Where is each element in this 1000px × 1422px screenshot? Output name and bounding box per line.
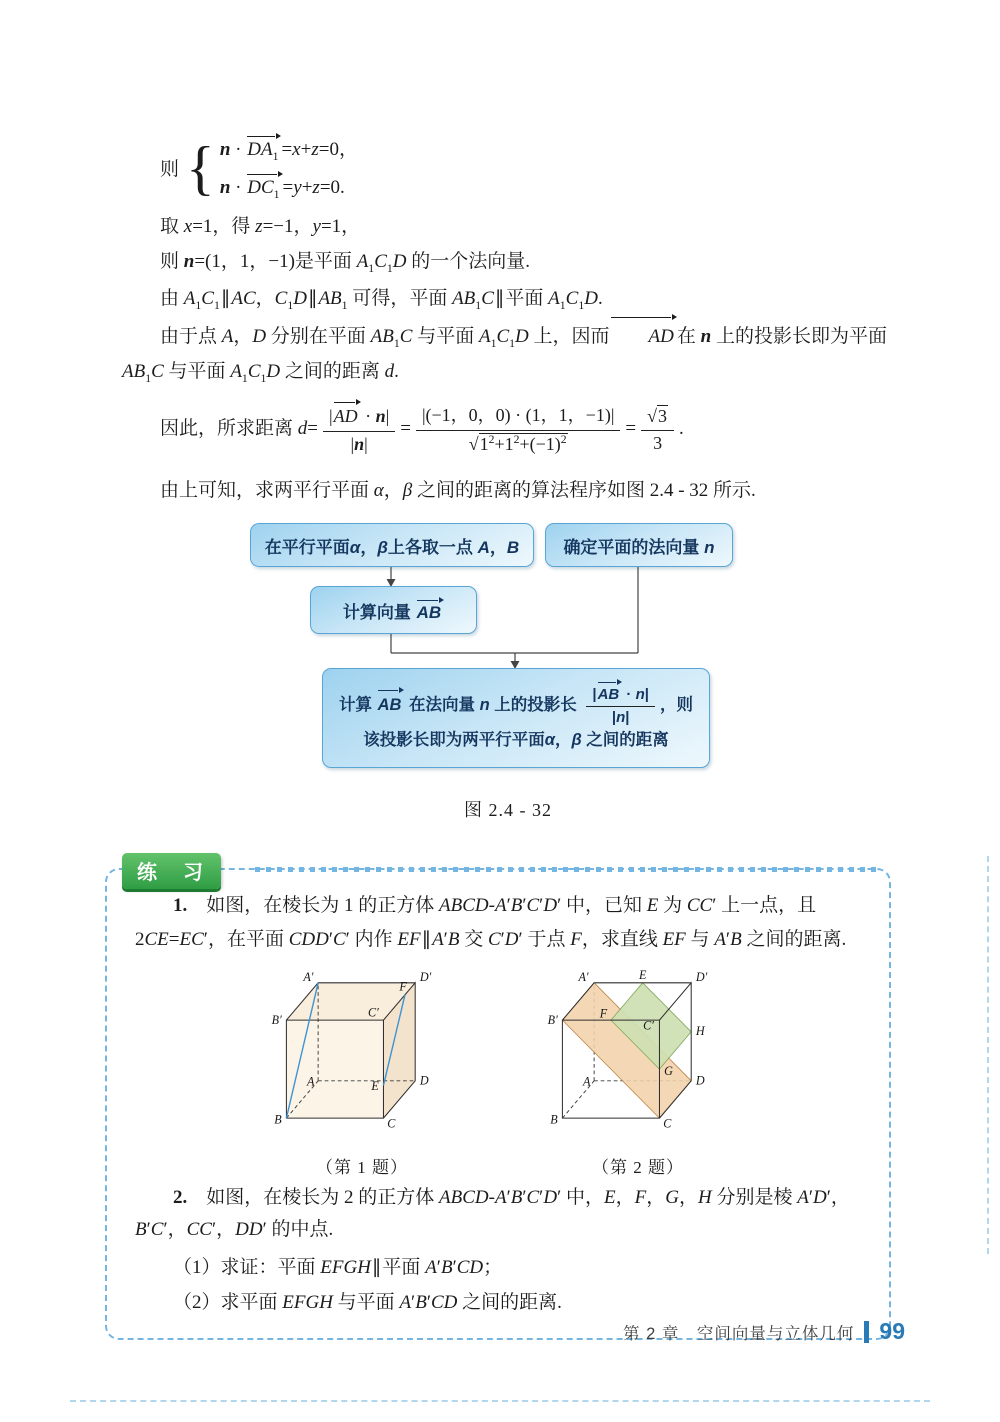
flowchart-box-projection-text: 计算 AB 在法向量 n 上的投影长 $\frac{|AB \cdot n|}{|n|}$ ，则 该投影长即为两平行平面α，β 之间的距离 <box>339 683 693 754</box>
problem-2-text: 2. 如图，在棱长为 2 的正方体 ABCD-A′B′C′D′ 中，E，F，G，H 分别是棱 A′D′，B′C′，CC′，DD′ 的中点. <box>135 1186 850 1241</box>
flowchart-box-pick-points-text: 在平行平面α，β上各取一点 A，B <box>264 537 520 557</box>
vertex-label-d-prime: D′ <box>695 970 708 985</box>
vertex-label-b-prime: B′ <box>271 1013 282 1028</box>
figure-problem-2 <box>540 966 736 1177</box>
page-number: 99 <box>879 1318 905 1344</box>
conclusion-line: 由上可知，求两平行平面 α，β 之间的距离的算法程序如图 2.4 - 32 所示. <box>160 480 756 502</box>
page-edge-decoration-bottom <box>70 1400 930 1402</box>
problem-2-part-1: （1）求证：平面 EFGH∥平面 A′B′CD； <box>173 1256 503 1279</box>
vertex-label-d-prime: D′ <box>419 970 432 985</box>
page-edge-decoration-right <box>987 856 989 1254</box>
distance-formula: 因此，所求距离 d= $\frac{|AD \cdot n|}{|n|}$ = $\frac{|(-1,0,0) \cdot (1,1,-1)|}{√1^2+1^2+(-1)^2}$ = $\frac{√3}{3}$ . <box>160 405 684 454</box>
equation-system <box>160 128 894 208</box>
figure-1-caption: （第 1 题） <box>316 1157 408 1177</box>
exercise-section <box>105 862 891 1340</box>
vertex-label-c-prime: C′ <box>643 1018 654 1033</box>
system-prefix: 则 <box>160 159 180 181</box>
vertex-label-a: A <box>306 1074 315 1089</box>
projection-explanation: 由于点 A，D 分别在平面 $AB_1C$ 与平面 $A_1C_1D$ 上，因而 AD 在 n 上的投影长即为平面 $AB_1C$ 与平面 $A_1C_1D$ 之间的距离 d. <box>122 319 894 390</box>
vertex-label-b: B <box>550 1113 558 1128</box>
system-equations <box>220 128 358 208</box>
vertex-label-b-prime: B′ <box>547 1013 558 1028</box>
dotted-trail-decoration <box>255 867 877 872</box>
vertex-label-d: D <box>695 1073 705 1088</box>
cube-diagram-problem-1 <box>264 966 460 1143</box>
equation-line-1: $n \cdot DA_1 =x+z=0$， <box>219 139 358 163</box>
cube1-front-face <box>286 1021 383 1119</box>
parallel-planes-line: 由 $A_1C_1\parallel AC$，$C_1D\parallel AB_1$ 可得，平面 $AB_1C\parallel$平面 $A_1C_1D$. <box>160 287 603 312</box>
take-values-line: 取 x=1，得 z=−1，y=1， <box>160 215 361 237</box>
page-footer <box>623 1318 905 1345</box>
flowchart-box-compute-ab <box>310 586 477 634</box>
problem-2-part-2: （2）求平面 EFGH 与平面 A′B′CD 之间的距离. <box>173 1292 562 1314</box>
flowchart-caption: 图 2.4 - 32 <box>464 800 552 821</box>
vertex-label-f: F <box>399 979 407 994</box>
vertex-label-a-prime: A′ <box>303 970 314 985</box>
figure-2-caption: （第 2 题） <box>592 1157 684 1177</box>
normal-vector-line: 则 n=(1，1，−1)是平面 $A_1C_1D$ 的一个法向量. <box>160 251 531 276</box>
vertex-label-a: A <box>582 1074 591 1089</box>
flowchart-box-normal-vector-text: 确定平面的法向量 n <box>563 537 715 557</box>
figure-problem-1 <box>264 966 460 1177</box>
vertex-label-g: G <box>664 1064 673 1079</box>
flowchart-box-pick-points <box>250 523 534 567</box>
page-number-divider <box>864 1321 869 1343</box>
flowchart-box-compute-ab-text: 计算向量 AB <box>343 598 444 623</box>
cube-diagram-problem-2 <box>540 966 736 1143</box>
exercise-label-tab <box>122 853 221 889</box>
equation-line-2: $n \cdot DC_1 =y+z=0$. <box>219 176 345 201</box>
algorithm-flowchart <box>122 518 894 780</box>
vertex-label-e: E <box>371 1079 379 1094</box>
system-brace: { <box>186 134 215 201</box>
vertex-label-e: E <box>638 968 647 983</box>
vertex-label-a-prime: A′ <box>578 970 589 985</box>
vertex-label-c: C <box>663 1116 672 1131</box>
exercise-label: 练 习 <box>137 862 206 885</box>
vertex-label-b: B <box>274 1113 282 1128</box>
chapter-title: 第 2 章 空间向量与立体几何 <box>623 1324 855 1343</box>
exercise-figures <box>135 966 865 1177</box>
flowchart-box-projection <box>322 668 710 768</box>
vertex-label-d: D <box>419 1073 429 1088</box>
vertex-label-h: H <box>695 1024 705 1039</box>
problem-1-text: 1. 如图，在棱长为 1 的正方体 ABCD-A′B′C′D′ 中，已知 E 为 CC′ 上一点，且 2CE=EC′，在平面 CDD′C′ 内作 EF∥A′B 交 C′D′ 于点 F，求直线 EF 与 A′B 之间的距离. <box>135 895 847 950</box>
vertex-label-c: C <box>387 1116 396 1131</box>
vertex-label-c-prime: C′ <box>368 1005 379 1020</box>
vertex-label-f: F <box>599 1006 608 1021</box>
flowchart-box-normal-vector <box>545 523 733 567</box>
